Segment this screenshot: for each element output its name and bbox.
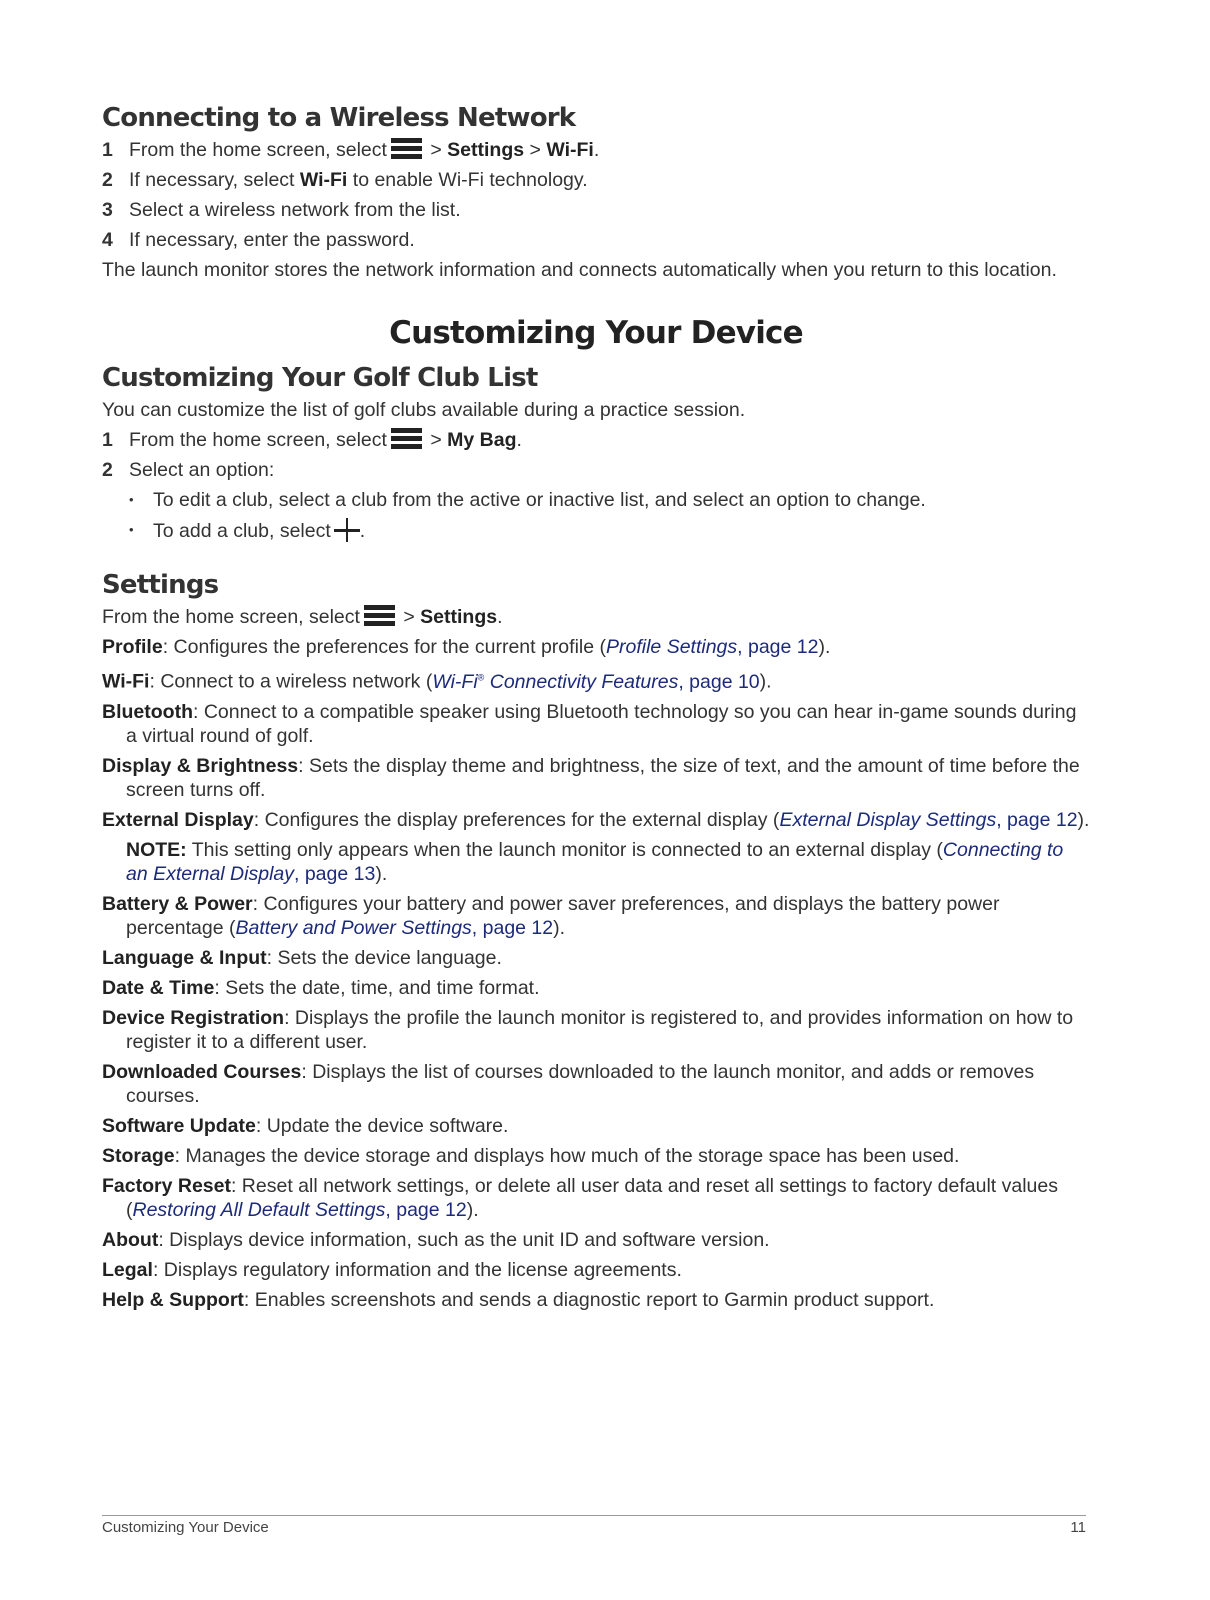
setting-storage: Storage: Manages the device storage and displays how much of the storage space has been used. xyxy=(102,1144,960,1167)
wifi-section-title: Connecting to a Wireless Network xyxy=(102,103,576,133)
setting-display-brightness: Display & Brightness: Sets the display theme and brightness, the size of text, and the amount of time before the screen turns off. xyxy=(102,754,1080,801)
page-number: 11 xyxy=(1070,1519,1086,1536)
setting-battery-power: Battery & Power: Configures your battery and power saver preferences, and displays the battery power percentage (Battery and Power Settings, page 12). xyxy=(102,892,1000,939)
link-wifi-features[interactable]: Wi-Fi® Connectivity Features, page 10 xyxy=(432,670,760,693)
setting-bluetooth: Bluetooth: Connect to a compatible speaker using Bluetooth technology so you can hear in-game sounds during a virtual round of golf. xyxy=(102,700,1077,747)
link-battery-power-settings[interactable]: Battery and Power Settings, page 12 xyxy=(235,916,554,939)
link-profile-settings[interactable]: Profile Settings, page 12 xyxy=(606,636,819,658)
menu-icon xyxy=(391,138,422,160)
settings-intro: From the home screen, select > Settings. xyxy=(102,606,503,628)
clubs-intro: You can customize the list of golf clubs available during a practice session. xyxy=(102,399,746,421)
setting-downloaded-courses: Downloaded Courses: Displays the list of courses downloaded to the launch monitor, and adds or removes courses. xyxy=(102,1060,1035,1107)
manual-page xyxy=(102,100,1090,1318)
menu-icon xyxy=(391,428,422,450)
page-footer xyxy=(102,1515,1086,1536)
setting-software-update: Software Update: Update the device software. xyxy=(102,1114,509,1137)
wifi-step-3: 3 Select a wireless network from the list. xyxy=(102,199,461,221)
setting-device-registration: Device Registration: Displays the profile the launch monitor is registered to, and provides information on how to register it to a different user. xyxy=(102,1006,1074,1053)
setting-date-time: Date & Time: Sets the date, time, and time format. xyxy=(102,976,540,999)
clubs-bullet-add: • To add a club, select . xyxy=(129,520,366,542)
footer-section-name: Customizing Your Device xyxy=(102,1519,269,1536)
link-connecting-external-display[interactable]: Connecting to an External Display, page 13 xyxy=(126,838,1064,885)
setting-wifi: Wi-Fi: Connect to a wireless network (Wi-Fi® Connectivity Features, page 10). xyxy=(102,670,772,693)
wifi-step-2: 2 If necessary, select Wi-Fi to enable Wi-Fi technology. xyxy=(102,169,588,191)
setting-factory-reset: Factory Reset: Reset all network settings, or delete all user data and reset all settings to factory default values (Restoring All Default Settings, page 12). xyxy=(102,1174,1058,1221)
clubs-section-title: Customizing Your Golf Club List xyxy=(102,363,538,393)
wifi-step-1: 1 From the home screen, select > Settings > Wi-Fi. xyxy=(102,139,600,161)
link-external-display-settings[interactable]: External Display Settings, page 12 xyxy=(779,808,1078,831)
setting-help-support: Help & Support: Enables screenshots and sends a diagnostic report to Garmin product support. xyxy=(102,1288,935,1311)
link-restoring-defaults[interactable]: Restoring All Default Settings, page 12 xyxy=(132,1198,467,1221)
clubs-step-1: 1 From the home screen, select > My Bag. xyxy=(102,429,522,451)
clubs-step-2: 2 Select an option: xyxy=(102,459,275,481)
wifi-after-text: The launch monitor stores the network information and connects automatically when you return to this location. xyxy=(102,259,1057,281)
section-title: Customizing Your Device xyxy=(389,315,803,351)
setting-language-input: Language & Input: Sets the device language. xyxy=(102,946,502,969)
setting-legal: Legal: Displays regulatory information and the license agreements. xyxy=(102,1258,682,1281)
setting-profile: Profile: Configures the preferences for the current profile (Profile Settings, page 12). xyxy=(102,636,831,658)
settings-section-title: Settings xyxy=(102,570,219,600)
external-display-note: NOTE: This setting only appears when the launch monitor is connected to an external display (Connecting to an External Display, page 13). xyxy=(126,838,1064,885)
plus-icon xyxy=(334,518,360,542)
menu-icon xyxy=(364,605,395,627)
step-number: 1 xyxy=(102,139,113,161)
setting-external-display: External Display: Configures the display preferences for the external display (External Display Settings, page 12). xyxy=(102,808,1090,831)
clubs-bullet-edit: • To edit a club, select a club from the active or inactive list, and select an option to change. xyxy=(129,489,926,511)
wifi-step-4: 4 If necessary, enter the password. xyxy=(102,229,415,251)
setting-about: About: Displays device information, such as the unit ID and software version. xyxy=(102,1228,770,1251)
